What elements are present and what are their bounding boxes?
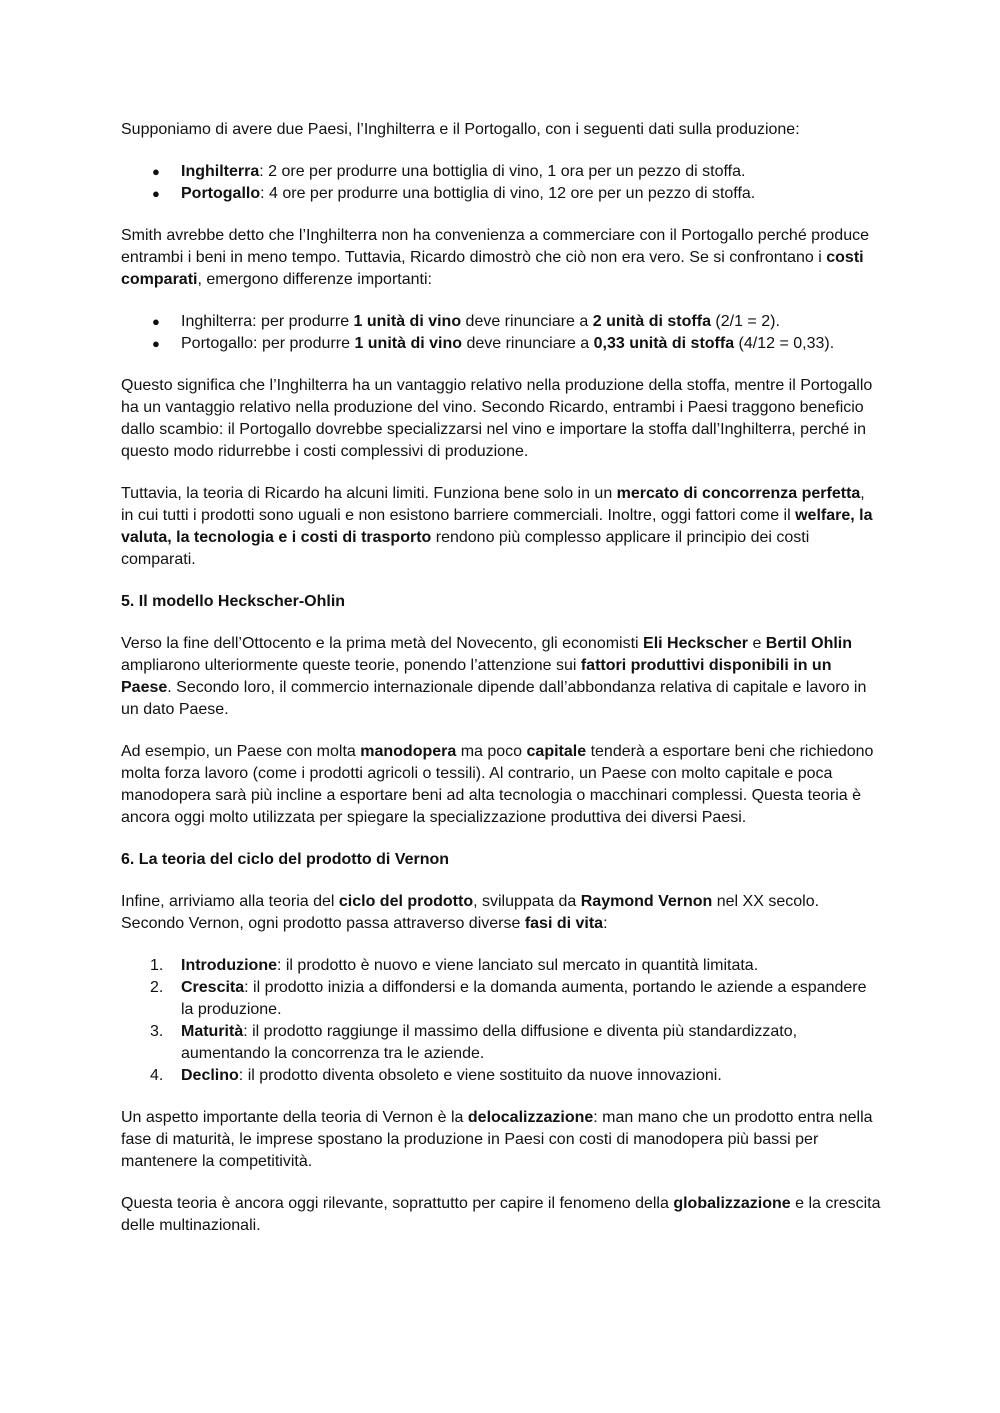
delocalization-paragraph: Un aspetto importante della teoria di Vernon è la delocalizzazione: man mano che un prodotto entra nella fase di maturità, le imprese spostano la produzione in Paesi con costi di manodopera più bassi per mantenere la competitività. [121,1109,873,1170]
list-number: 2. [150,979,164,996]
production-list [121,161,881,205]
bullet-icon: ● [152,336,160,351]
list-item: 1. Introduzione: il prodotto è nuovo e viene lanciato sul mercato in quantità limitata. [121,955,881,977]
list-number: 4. [150,1067,164,1084]
heckscher-ohlin-paragraph-2: Ad esempio, un Paese con molta manodopera ma poco capitale tenderà a esportare beni che richiedono molta forza lavoro (come i prodotti agricoli o tessili). Al contrario, un Paese con molto capitale e poca manodopera sarà più incline a esportare beni ad alta tecnologia o macchinari complessi. Questa teoria è ancora oggi molto utilizzata per spiegare la specializzazione produttiva dei diversi Paesi. [121,743,874,826]
heckscher-ohlin-paragraph-1: Verso la fine dell’Ottocento e la prima metà del Novecento, gli economisti Eli Heckscher e Bertil Ohlin ampliarono ulteriormente queste teorie, ponendo l’attenzione sui fattori produttivi disponibili in un Paese. Secondo loro, il commercio internazionale dipende dall’abbondanza relativa di capitale e lavoro in un dato Paese. [121,635,867,718]
smith-paragraph: Smith avrebbe detto che l’Inghilterra non ha convenienza a commerciare con il Portogallo perché produce entrambi i beni in meno tempo. Tuttavia, Ricardo dimostrò che ciò non era vero. Se si confrontano i costi comparati, emergono differenze importanti: [121,227,869,288]
list-item: ● Portogallo: per produrre 1 unità di vino deve rinunciare a 0,33 unità di stoffa (4/12 = 0,33). [121,333,881,355]
vernon-paragraph: Infine, arriviamo alla teoria del ciclo del prodotto, sviluppata da Raymond Vernon nel XX secolo. Secondo Vernon, ogni prodotto passa attraverso diverse fasi di vita: [121,893,820,932]
bullet-icon: ● [152,164,160,179]
intro-paragraph: Supponiamo di avere due Paesi, l’Inghilterra e il Portogallo, con i seguenti dati sulla produzione: [121,121,800,138]
list-item: 2. Crescita: il prodotto inizia a diffondersi e la domanda aumenta, portando le aziende a espandere la produzione. [150,979,867,1018]
section-heading-6: 6. La teoria del ciclo del prodotto di Vernon [121,851,450,868]
list-number: 3. [150,1023,164,1040]
list-item: ● Inghilterra: per produrre 1 unità di vino deve rinunciare a 2 unità di stoffa (2/1 = 2). [121,311,881,333]
list-number: 1. [150,957,164,974]
list-item: ● Inghilterra: 2 ore per produrre una bottiglia di vino, 1 ora per un pezzo di stoffa. [121,161,881,183]
comparative-cost-list [121,311,881,355]
bullet-icon: ● [152,314,160,329]
section-heading-5: 5. Il modello Heckscher-Ohlin [121,593,346,610]
advantage-paragraph: Questo significa che l’Inghilterra ha un vantaggio relativo nella produzione della stoffa, mentre il Portogallo ha un vantaggio relativo nella produzione del vino. Secondo Ricardo, entrambi i Paesi traggono beneficio dallo scambio: il Portogallo dovrebbe specializzarsi nel vino e importare la stoffa dall’Inghilterra, perché in questo modo ridurrebbe i costi complessivi di produzione. [121,377,873,460]
list-item: ● Portogallo: 4 ore per produrre una bottiglia di vino, 12 ore per un pezzo di stoffa. [121,183,881,205]
final-paragraph: Questa teoria è ancora oggi rilevante, soprattutto per capire il fenomeno della globalizzazione e la crescita delle multinazionali. [121,1195,881,1234]
limits-paragraph: Tuttavia, la teoria di Ricardo ha alcuni limiti. Funziona bene solo in un mercato di concorrenza perfetta, in cui tutti i prodotti sono uguali e non esistono barriere commerciali. Inoltre, oggi fattori come il welfare, la valuta, la tecnologia e i costi di trasporto rendono più complesso applicare il principio dei costi comparati. [121,485,873,568]
list-item: 3. Maturità: il prodotto raggiunge il massimo della diffusione e diventa più standardizzato, aumentando la concorrenza tra le aziende. [150,1023,798,1062]
list-item: 4. Declino: il prodotto diventa obsoleto e viene sostituito da nuove innovazioni. [121,1065,881,1087]
bullet-icon: ● [152,186,160,201]
product-phases-list [121,955,881,1087]
document-body [121,119,881,1257]
